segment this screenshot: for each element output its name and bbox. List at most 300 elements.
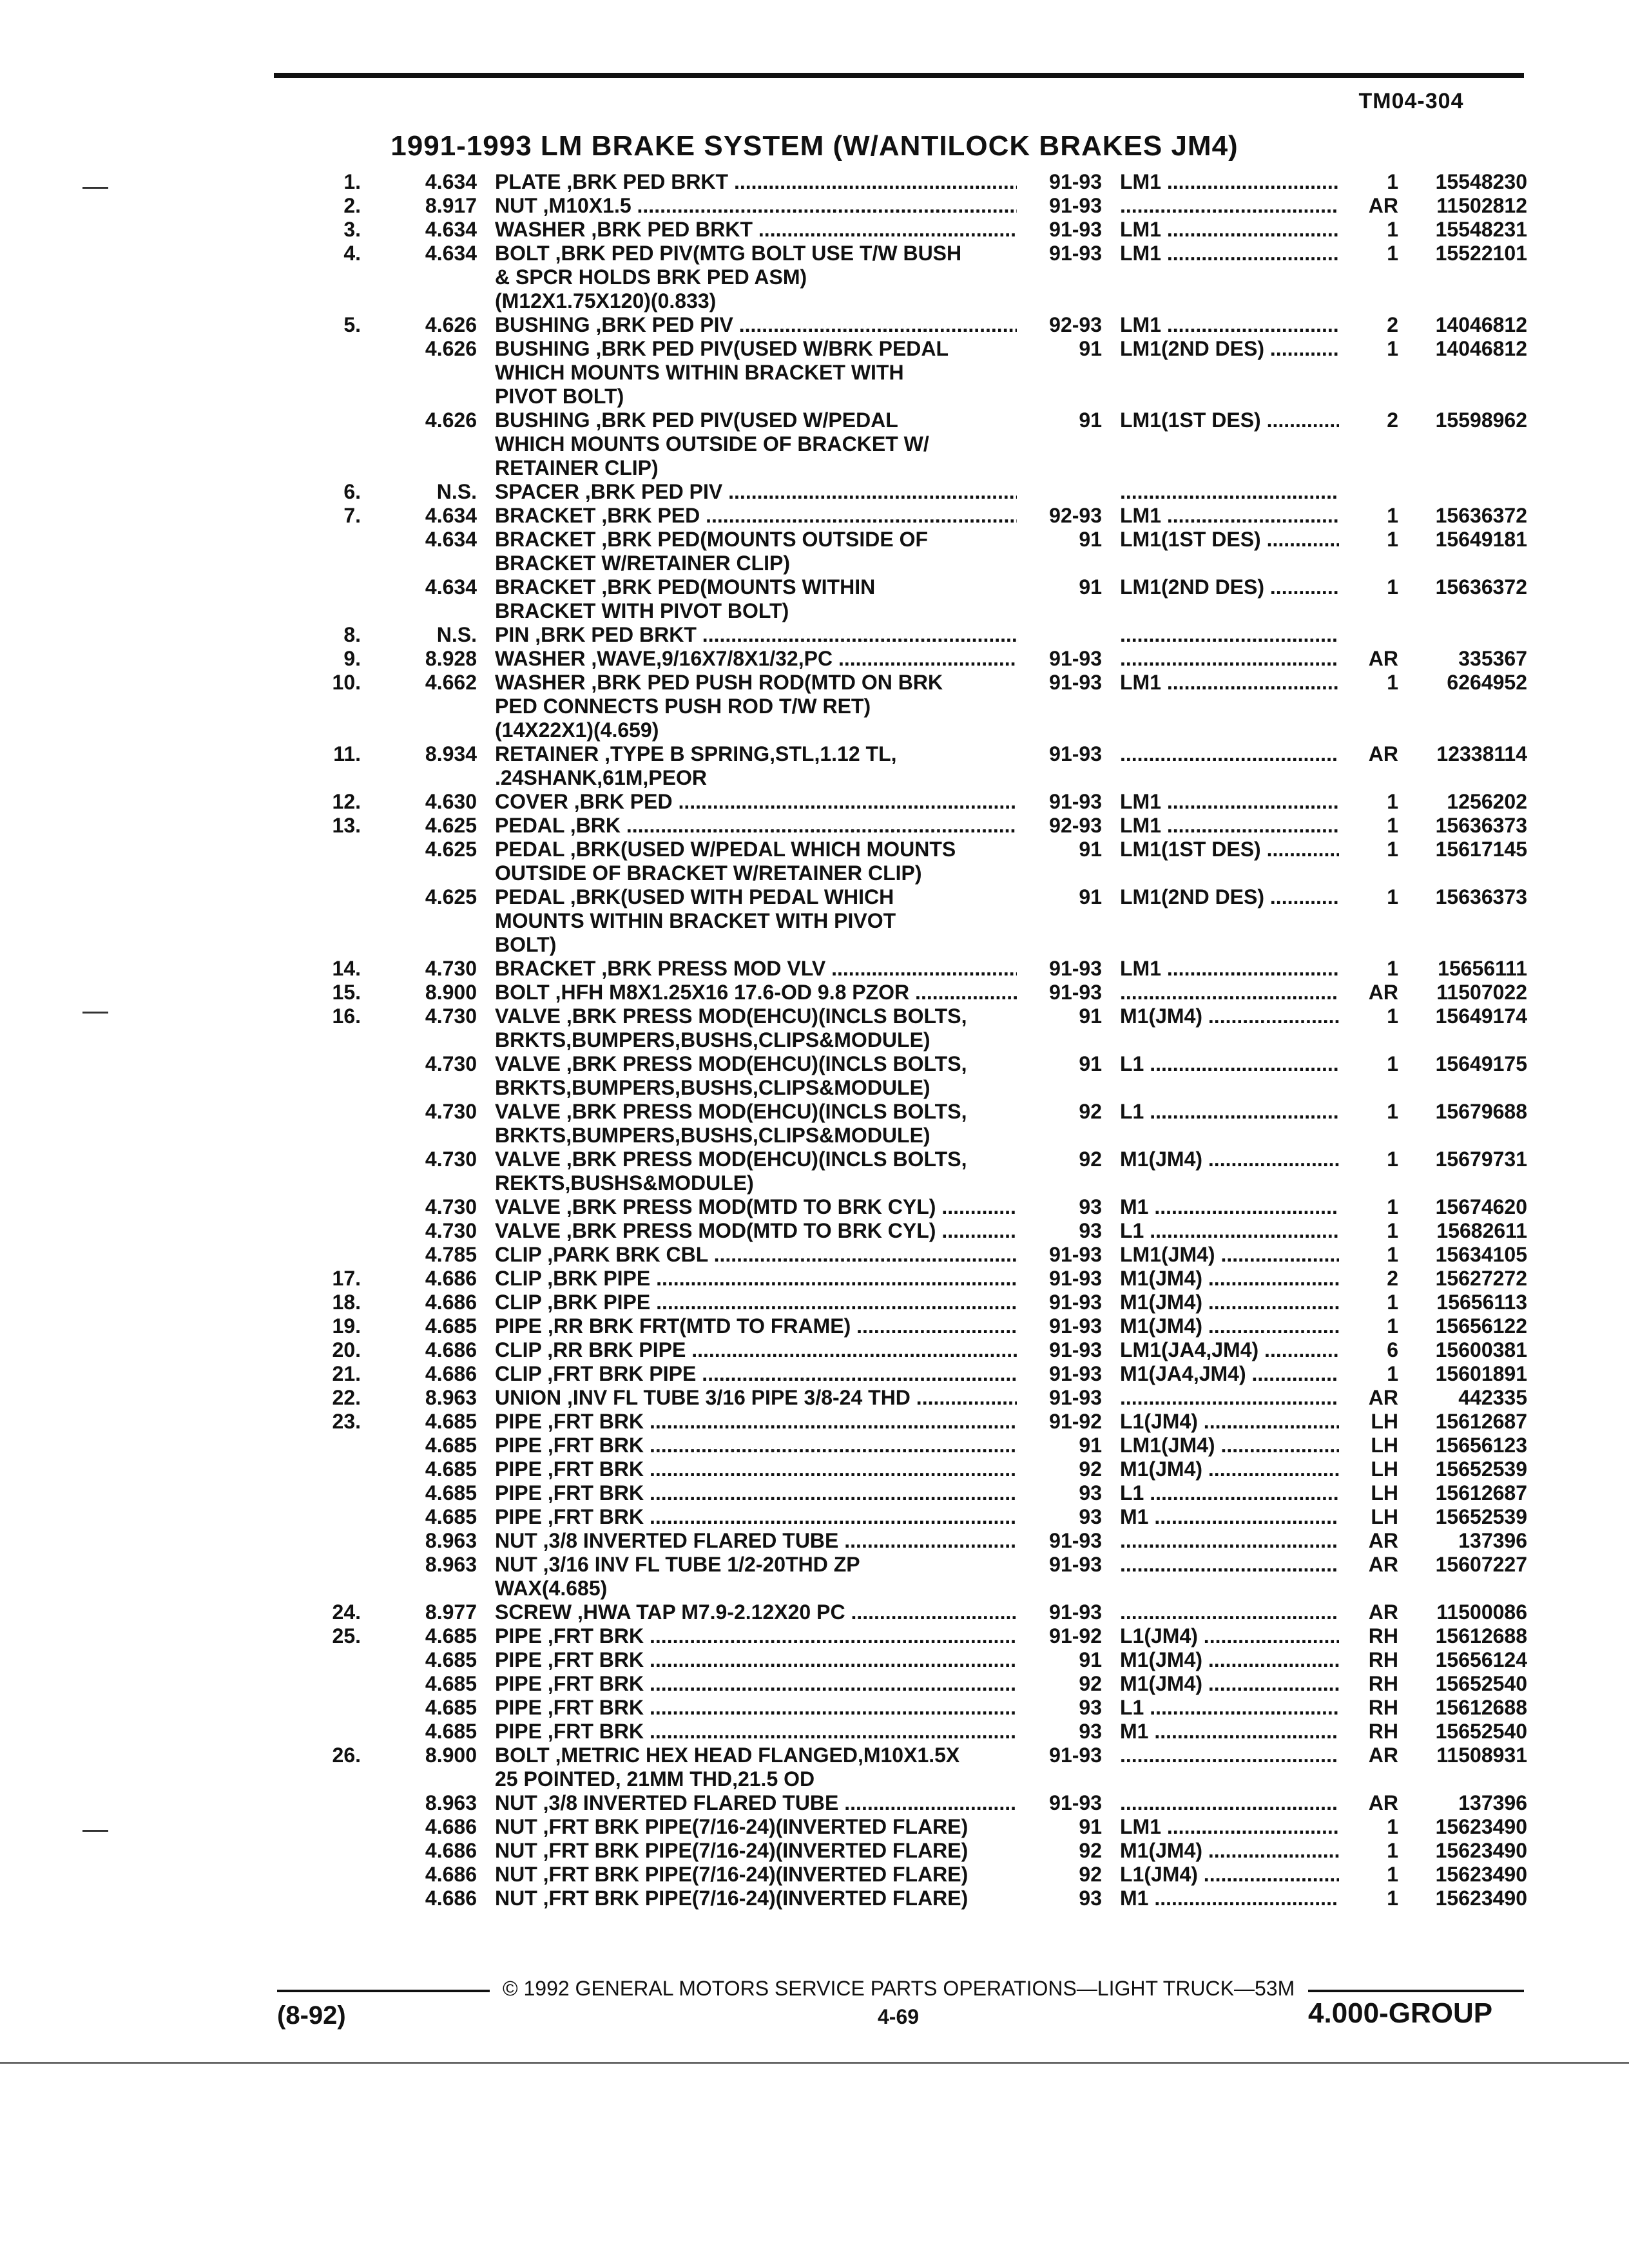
part-number: 15623490 (1435, 1815, 1527, 1838)
parts-row (0, 623, 1629, 647)
model-years: 91 (1079, 1815, 1102, 1838)
group-number: 4.730 (425, 1219, 477, 1242)
item-number: 10. (332, 671, 361, 694)
application: L1 ..... (1120, 1481, 1339, 1505)
item-number: 4. (343, 242, 361, 265)
application: LM1(JM4) ..... (1120, 1434, 1339, 1457)
model-years: 91-93 (1049, 742, 1102, 765)
group-number: 4.686 (425, 1839, 477, 1862)
part-description: PIPE ,RR BRK FRT(MTD TO FRAME) ..... (495, 1314, 1017, 1338)
model-years: 92 (1079, 1672, 1102, 1695)
group-number: 4.634 (425, 218, 477, 241)
model-years: 91-93 (1049, 242, 1102, 265)
application: LM1 ..... (1120, 170, 1339, 194)
application: LM1 ..... (1120, 218, 1339, 242)
part-description: (M12X1.75X120)(0.833) (495, 289, 717, 312)
application: L1 ..... (1120, 1696, 1339, 1720)
parts-row-continuation (0, 861, 1629, 885)
application (1120, 1791, 1339, 1815)
group-number: 4.685 (425, 1481, 477, 1504)
parts-row-continuation (0, 1577, 1629, 1600)
application: M1(JM4) ..... (1120, 1148, 1339, 1171)
quantity: AR (1368, 1600, 1398, 1624)
model-years: 92-93 (1049, 504, 1102, 527)
copyright-line: © 1992 GENERAL MOTORS SERVICE PARTS OPERATIONS—LIGHT TRUCK—53M (503, 1977, 1295, 2000)
group-number: 4.730 (425, 1052, 477, 1075)
application: M1(JM4) ..... (1120, 1267, 1339, 1291)
parts-row (0, 1529, 1629, 1553)
part-description: PIVOT BOLT) (495, 385, 624, 408)
group-number: 4.626 (425, 313, 477, 336)
parts-row (0, 1004, 1629, 1028)
parts-row-continuation (0, 361, 1629, 385)
part-description: UNION ,INV FL TUBE 3/16 PIPE 3/8-24 THD ..... (495, 1386, 1017, 1410)
model-years: 91-93 (1049, 957, 1102, 980)
group-number: 4.634 (425, 170, 477, 193)
parts-row-continuation (0, 766, 1629, 790)
quantity: 1 (1387, 1291, 1398, 1314)
part-number: 15617145 (1435, 838, 1527, 861)
part-number: 15649175 (1435, 1052, 1527, 1075)
quantity: 1 (1387, 575, 1398, 599)
part-description: PIPE ,FRT BRK ..... (495, 1481, 1017, 1505)
part-description: PIPE ,FRT BRK ..... (495, 1410, 1017, 1434)
model-years: 92-93 (1049, 814, 1102, 837)
application: LM1(2ND DES) ..... (1120, 575, 1339, 599)
parts-row (0, 1195, 1629, 1219)
part-number: 15652539 (1435, 1457, 1527, 1481)
part-description: NUT ,FRT BRK PIPE(7/16-24)(INVERTED FLARE) (495, 1839, 969, 1862)
model-years: 91-93 (1049, 1529, 1102, 1552)
application: LM1(1ST DES) ..... (1120, 408, 1339, 432)
part-description: PEDAL ,BRK(USED WITH PEDAL WHICH (495, 885, 894, 908)
part-description: WASHER ,BRK PED BRKT ..... (495, 218, 1017, 242)
part-description: PIPE ,FRT BRK ..... (495, 1457, 1017, 1481)
application: M1 ..... (1120, 1720, 1339, 1744)
part-number: 15634105 (1435, 1243, 1527, 1266)
parts-row (0, 242, 1629, 265)
parts-row (0, 981, 1629, 1004)
quantity: 1 (1387, 671, 1398, 694)
parts-row (0, 1553, 1629, 1577)
application (1120, 623, 1339, 647)
part-description: (14X22X1)(4.659) (495, 718, 659, 742)
part-description: PIPE ,FRT BRK ..... (495, 1648, 1017, 1672)
quantity: 1 (1387, 1148, 1398, 1171)
parts-row (0, 1744, 1629, 1767)
margin-tick (82, 1012, 108, 1014)
group-number: 4.685 (425, 1624, 477, 1648)
part-description: REKTS,BUSHS&MODULE) (495, 1171, 754, 1195)
group-number: 4.685 (425, 1696, 477, 1719)
model-years: 91-93 (1049, 1553, 1102, 1576)
part-description: PIPE ,FRT BRK ..... (495, 1720, 1017, 1744)
part-number: 15612688 (1435, 1696, 1527, 1719)
application: LM1 ..... (1120, 504, 1339, 528)
parts-row (0, 1291, 1629, 1314)
part-number: 15598962 (1435, 408, 1527, 432)
parts-row (0, 1887, 1629, 1910)
parts-row (0, 1243, 1629, 1267)
part-number: 15636373 (1435, 814, 1527, 837)
item-number: 17. (332, 1267, 361, 1290)
group-number: 8.917 (425, 194, 477, 217)
model-years: 91-93 (1049, 1338, 1102, 1361)
model-years: 91 (1079, 838, 1102, 861)
part-number: 15679688 (1435, 1100, 1527, 1123)
parts-row-continuation (0, 1028, 1629, 1052)
group-number: N.S. (436, 623, 477, 646)
model-years: 91 (1079, 1004, 1102, 1028)
model-years: 92 (1079, 1839, 1102, 1862)
application: L1(JM4) ..... (1120, 1410, 1339, 1434)
part-description: PIN ,BRK PED BRKT ..... (495, 623, 1017, 647)
group-number: 8.977 (425, 1600, 477, 1624)
part-number: 15674620 (1435, 1195, 1527, 1218)
parts-row (0, 1481, 1629, 1505)
part-description: PIPE ,FRT BRK ..... (495, 1505, 1017, 1529)
application: M1(JM4) ..... (1120, 1457, 1339, 1481)
group-number: 8.900 (425, 981, 477, 1004)
group-number: 8.928 (425, 647, 477, 670)
parts-row (0, 1839, 1629, 1863)
part-number: 15612688 (1435, 1624, 1527, 1648)
model-years: 92 (1079, 1100, 1102, 1123)
application: LM1(JA4,JM4) ..... (1120, 1338, 1339, 1362)
part-description: NUT ,FRT BRK PIPE(7/16-24)(INVERTED FLARE) (495, 1887, 969, 1910)
part-description: BRACKET ,BRK PED ..... (495, 504, 1017, 528)
quantity: AR (1368, 1529, 1398, 1552)
part-description: BRACKET ,BRK PED(MOUNTS OUTSIDE OF (495, 528, 928, 551)
parts-row (0, 1505, 1629, 1529)
part-number: 15652540 (1435, 1720, 1527, 1743)
part-description: PEDAL ,BRK(USED W/PEDAL WHICH MOUNTS (495, 838, 956, 861)
item-number: 21. (332, 1362, 361, 1385)
group-number: 4.686 (425, 1863, 477, 1886)
model-years: 91 (1079, 528, 1102, 551)
quantity: 1 (1387, 885, 1398, 908)
group-number: 4.785 (425, 1243, 477, 1266)
model-years: 91-93 (1049, 1267, 1102, 1290)
part-description: BRKTS,BUMPERS,BUSHS,CLIPS&MODULE) (495, 1076, 930, 1099)
group-number: 4.630 (425, 790, 477, 813)
part-number: 15649174 (1435, 1004, 1527, 1028)
quantity: AR (1368, 647, 1398, 670)
part-number: 15522101 (1435, 242, 1527, 265)
item-number: 22. (332, 1386, 361, 1409)
group-number: 4.625 (425, 838, 477, 861)
item-number: 5. (343, 313, 361, 336)
item-number: 24. (332, 1600, 361, 1624)
part-number: 15627272 (1435, 1267, 1527, 1290)
model-years: 91 (1079, 1434, 1102, 1457)
parts-row (0, 1720, 1629, 1744)
group-number: 4.634 (425, 504, 477, 527)
application: M1 ..... (1120, 1505, 1339, 1529)
part-number: 15656122 (1435, 1314, 1527, 1338)
quantity: 1 (1387, 170, 1398, 193)
part-description: PIPE ,FRT BRK ..... (495, 1434, 1017, 1457)
group-number: N.S. (436, 480, 477, 503)
model-years: 91-93 (1049, 1362, 1102, 1385)
item-number: 14. (332, 957, 361, 980)
part-number: 15601891 (1435, 1362, 1527, 1385)
model-years: 91-93 (1049, 1291, 1102, 1314)
parts-row (0, 1434, 1629, 1457)
model-years: 91-93 (1049, 170, 1102, 193)
part-number: 15612687 (1435, 1481, 1527, 1504)
parts-row (0, 1386, 1629, 1410)
part-number: 15682611 (1436, 1219, 1527, 1242)
model-years: 93 (1079, 1481, 1102, 1504)
part-description: VALVE ,BRK PRESS MOD(EHCU)(INCLS BOLTS, (495, 1052, 967, 1075)
part-number: 137396 (1458, 1791, 1527, 1814)
part-description: PEDAL ,BRK ..... (495, 814, 1017, 838)
parts-row (0, 1648, 1629, 1672)
part-description: VALVE ,BRK PRESS MOD(EHCU)(INCLS BOLTS, (495, 1148, 967, 1171)
application (1120, 1386, 1339, 1410)
parts-row (0, 1457, 1629, 1481)
group-number: 4.730 (425, 957, 477, 980)
model-years: 91 (1079, 1052, 1102, 1075)
footer-rule-right (1308, 1990, 1524, 1992)
part-description: WASHER ,WAVE,9/16X7/8X1/32,PC ..... (495, 647, 1017, 671)
page-number: 4-69 (878, 2005, 920, 2028)
part-description: VALVE ,BRK PRESS MOD(EHCU)(INCLS BOLTS, (495, 1004, 967, 1028)
part-number: 11508931 (1436, 1744, 1527, 1767)
group-number: 4.634 (425, 575, 477, 599)
quantity: 1 (1387, 1195, 1398, 1218)
quantity: LH (1371, 1481, 1398, 1504)
group-number: 4.686 (425, 1338, 477, 1361)
parts-row-continuation (0, 265, 1629, 289)
application: M1(JM4) ..... (1120, 1004, 1339, 1028)
application (1120, 647, 1339, 671)
parts-row (0, 790, 1629, 814)
part-description: .24SHANK,61M,PEOR (495, 766, 707, 789)
group-number: 4.634 (425, 242, 477, 265)
quantity: 2 (1387, 408, 1398, 432)
parts-row (0, 408, 1629, 432)
parts-row (0, 575, 1629, 599)
group-number: 4.730 (425, 1100, 477, 1123)
part-description: BUSHING ,BRK PED PIV ..... (495, 313, 1017, 337)
item-number: 13. (332, 814, 361, 837)
part-description: PED CONNECTS PUSH ROD T/W RET) (495, 695, 871, 718)
part-description: BRACKET W/RETAINER CLIP) (495, 552, 791, 575)
model-years: 91 (1079, 575, 1102, 599)
quantity: AR (1368, 1791, 1398, 1814)
parts-row-continuation (0, 1124, 1629, 1148)
part-number: 15612687 (1435, 1410, 1527, 1433)
group-number: 4.625 (425, 814, 477, 837)
group-number: 8.963 (425, 1529, 477, 1552)
group-number: 4.685 (425, 1720, 477, 1743)
parts-row-continuation (0, 1076, 1629, 1100)
part-description: BUSHING ,BRK PED PIV(USED W/PEDAL (495, 408, 898, 432)
part-number: 137396 (1458, 1529, 1527, 1552)
application: LM1 ..... (1120, 242, 1339, 265)
item-number: 12. (332, 790, 361, 813)
model-years: 91-93 (1049, 1243, 1102, 1266)
item-number: 9. (343, 647, 361, 670)
quantity: 2 (1387, 313, 1398, 336)
application (1120, 1600, 1339, 1624)
parts-row (0, 1338, 1629, 1362)
part-description: WHICH MOUNTS WITHIN BRACKET WITH (495, 361, 904, 384)
part-description: NUT ,FRT BRK PIPE(7/16-24)(INVERTED FLARE) (495, 1815, 969, 1838)
item-number: 25. (332, 1624, 361, 1648)
group-number: 4.730 (425, 1148, 477, 1171)
item-number: 18. (332, 1291, 361, 1314)
quantity: 1 (1387, 1100, 1398, 1123)
quantity: 1 (1387, 337, 1398, 360)
model-years: 93 (1079, 1696, 1102, 1719)
part-description: & SPCR HOLDS BRK PED ASM) (495, 265, 807, 289)
part-description: BOLT) (495, 933, 557, 956)
quantity: 1 (1387, 790, 1398, 813)
quantity: RH (1368, 1672, 1398, 1695)
group-number: 8.900 (425, 1744, 477, 1767)
application: LM1(1ST DES) ..... (1120, 838, 1339, 861)
part-number: 15679731 (1435, 1148, 1527, 1171)
parts-row-continuation (0, 599, 1629, 623)
quantity: 1 (1387, 1243, 1398, 1266)
parts-row (0, 647, 1629, 671)
item-number: 19. (332, 1314, 361, 1338)
model-years: 91 (1079, 1648, 1102, 1671)
model-years: 92 (1079, 1863, 1102, 1886)
group-number: 8.963 (425, 1791, 477, 1814)
model-years: 91-92 (1049, 1410, 1102, 1433)
part-description: NUT ,3/16 INV FL TUBE 1/2-20THD ZP (495, 1553, 860, 1576)
part-number: 15636373 (1435, 885, 1527, 908)
group-number: 8.963 (425, 1553, 477, 1576)
application: LM1 ..... (1120, 313, 1339, 337)
parts-row-continuation (0, 718, 1629, 742)
parts-list (0, 170, 1629, 1910)
quantity: 1 (1387, 957, 1398, 980)
parts-row (0, 814, 1629, 838)
part-description: NUT ,3/8 INVERTED FLARED TUBE ..... (495, 1791, 1017, 1815)
parts-row (0, 170, 1629, 194)
part-description: PLATE ,BRK PED BRKT ..... (495, 170, 1017, 194)
part-description: SPACER ,BRK PED PIV ..... (495, 480, 1017, 504)
quantity: 1 (1387, 1362, 1398, 1385)
model-years: 91-93 (1049, 194, 1102, 217)
part-number: 15636372 (1435, 504, 1527, 527)
part-description: OUTSIDE OF BRACKET W/RETAINER CLIP) (495, 861, 922, 885)
item-number: 23. (332, 1410, 361, 1433)
item-number: 20. (332, 1338, 361, 1361)
application (1120, 1553, 1339, 1577)
group-number: 8.963 (425, 1386, 477, 1409)
model-years: 91-93 (1049, 218, 1102, 241)
part-number: 1256202 (1447, 790, 1527, 813)
application: M1 ..... (1120, 1887, 1339, 1910)
quantity: 1 (1387, 838, 1398, 861)
parts-row-continuation (0, 385, 1629, 408)
parts-row (0, 1410, 1629, 1434)
model-years: 91-93 (1049, 790, 1102, 813)
parts-row (0, 1362, 1629, 1386)
quantity: 1 (1387, 218, 1398, 241)
part-number: 11502812 (1436, 194, 1527, 217)
application (1120, 742, 1339, 766)
part-description: RETAINER ,TYPE B SPRING,STL,1.12 TL, (495, 742, 897, 765)
part-description: VALVE ,BRK PRESS MOD(MTD TO BRK CYL) ..... (495, 1219, 1017, 1243)
parts-row (0, 1600, 1629, 1624)
parts-row-continuation (0, 1767, 1629, 1791)
quantity: RH (1368, 1720, 1398, 1743)
part-number: 15607227 (1435, 1553, 1527, 1576)
part-number: 14046812 (1435, 313, 1527, 336)
group-number: 4.685 (425, 1648, 477, 1671)
model-years: 91 (1079, 408, 1102, 432)
parts-row (0, 671, 1629, 695)
application: LM1(1ST DES) ..... (1120, 528, 1339, 552)
quantity: 1 (1387, 242, 1398, 265)
application: M1 ..... (1120, 1195, 1339, 1219)
part-description: SCREW ,HWA TAP M7.9-2.12X20 PC ..... (495, 1600, 1017, 1624)
parts-row (0, 480, 1629, 504)
part-number: 11500086 (1436, 1600, 1527, 1624)
parts-row (0, 742, 1629, 766)
part-number: 14046812 (1435, 337, 1527, 360)
part-number: 15623490 (1435, 1887, 1527, 1910)
model-years: 92 (1079, 1148, 1102, 1171)
model-years: 91-93 (1049, 1791, 1102, 1814)
part-number: 15656123 (1435, 1434, 1527, 1457)
quantity: 1 (1387, 1815, 1398, 1838)
item-number: 15. (332, 981, 361, 1004)
group-number: 4.686 (425, 1887, 477, 1910)
model-years: 93 (1079, 1720, 1102, 1743)
parts-row (0, 504, 1629, 528)
page-title: 1991-1993 LM BRAKE SYSTEM (W/ANTILOCK BRAKES JM4) (390, 130, 1239, 162)
group-number: 4.625 (425, 885, 477, 908)
parts-row (0, 194, 1629, 218)
part-number: 15656113 (1436, 1291, 1527, 1314)
parts-row-continuation (0, 695, 1629, 718)
item-number: 1. (343, 170, 361, 193)
part-description: RETAINER CLIP) (495, 456, 659, 479)
parts-row (0, 1863, 1629, 1887)
part-description: NUT ,M10X1.5 ..... (495, 194, 1017, 218)
application: LM1 ..... (1120, 671, 1339, 695)
quantity: AR (1368, 1744, 1398, 1767)
parts-row-continuation (0, 909, 1629, 933)
part-description: CLIP ,PARK BRK CBL ..... (495, 1243, 1017, 1267)
part-description: BOLT ,HFH M8X1.25X16 17.6-OD 9.8 PZOR ..... (495, 981, 1017, 1004)
item-number: 8. (343, 623, 361, 646)
parts-row (0, 218, 1629, 242)
application: L1 ..... (1120, 1100, 1339, 1124)
quantity: AR (1368, 1386, 1398, 1409)
quantity: LH (1371, 1505, 1398, 1528)
group-reference: 4.000-GROUP (1308, 1997, 1493, 2029)
part-description: BRKTS,BUMPERS,BUSHS,CLIPS&MODULE) (495, 1028, 930, 1052)
application: LM1 ..... (1120, 957, 1339, 981)
group-number: 4.685 (425, 1410, 477, 1433)
part-number: 15652540 (1435, 1672, 1527, 1695)
item-number: 7. (343, 504, 361, 527)
parts-row (0, 1815, 1629, 1839)
part-description: CLIP ,BRK PIPE ..... (495, 1267, 1017, 1291)
model-years: 91-93 (1049, 647, 1102, 670)
quantity: LH (1371, 1457, 1398, 1481)
quantity: 6 (1387, 1338, 1398, 1361)
